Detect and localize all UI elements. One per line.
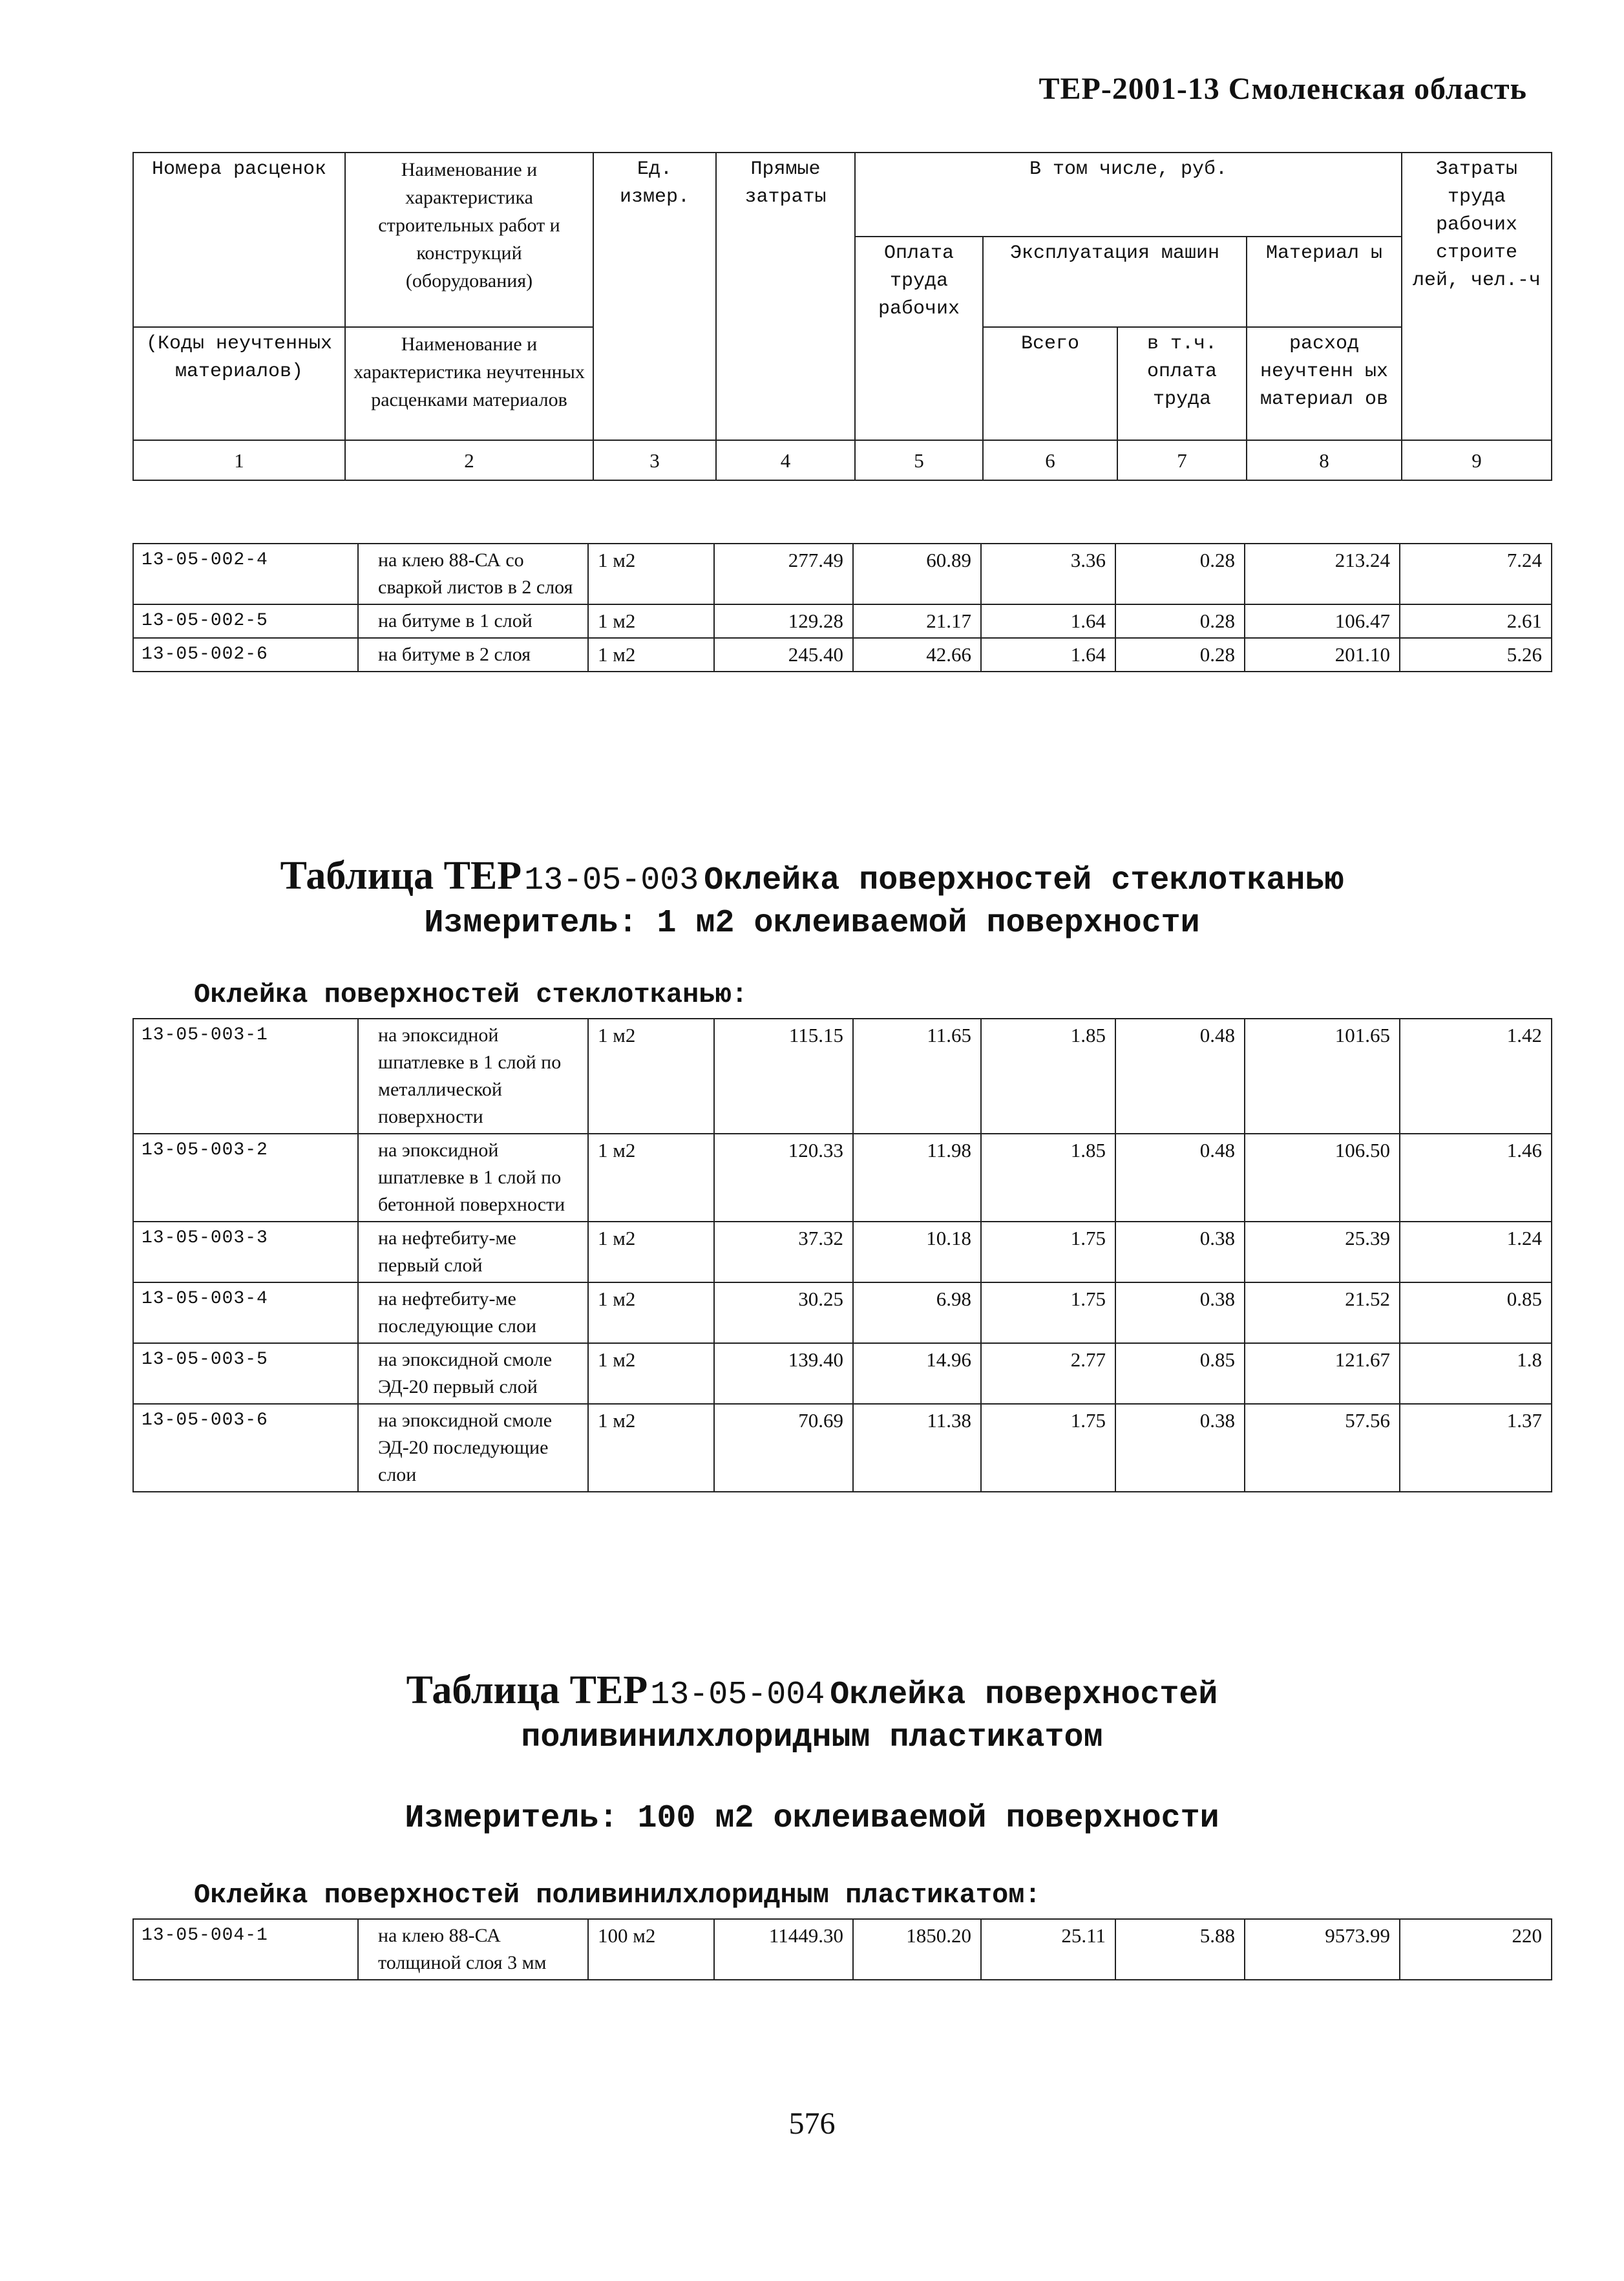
machines-total: 1.64 bbox=[981, 604, 1115, 638]
materials: 213.24 bbox=[1245, 544, 1400, 604]
direct-costs: 129.28 bbox=[714, 604, 853, 638]
table-title-line2-13-05-004: поливинилхлоридным пластикатом bbox=[521, 1719, 1103, 1756]
table-row bbox=[133, 1282, 1552, 1343]
work-name: на эпоксидной шпатлевке в 1 слой по бетонной поверхности bbox=[358, 1134, 588, 1222]
header-name-alt: Наименование и характеристика неучтенных расценками материалов bbox=[345, 327, 593, 440]
unit: 1 м2 bbox=[588, 604, 714, 638]
machines-labor-pay: 0.48 bbox=[1115, 1134, 1245, 1222]
column-number: 8 bbox=[1247, 440, 1402, 480]
machines-labor-pay: 0.28 bbox=[1115, 604, 1245, 638]
unit: 100 м2 bbox=[588, 1919, 714, 1980]
machines-labor-pay: 0.38 bbox=[1115, 1404, 1245, 1492]
labor-pay: 1850.20 bbox=[853, 1919, 981, 1980]
labor-hours: 0.85 bbox=[1400, 1282, 1552, 1343]
materials: 106.50 bbox=[1245, 1134, 1400, 1222]
table-title-prefix: Таблица ТЕР bbox=[280, 854, 522, 898]
direct-costs: 245.40 bbox=[714, 638, 853, 672]
table-title-text: Оклейка поверхностей bbox=[830, 1677, 1218, 1713]
labor-hours: 220 bbox=[1400, 1919, 1552, 1980]
measure-unit-13-05-004: Измеритель: 100 м2 оклеиваемой поверхности bbox=[405, 1800, 1219, 1837]
labor-hours: 1.37 bbox=[1400, 1404, 1552, 1492]
machines-labor-pay: 5.88 bbox=[1115, 1919, 1245, 1980]
labor-pay: 10.18 bbox=[853, 1222, 981, 1282]
machines-total: 1.64 bbox=[981, 638, 1115, 672]
machines-labor-pay: 0.38 bbox=[1115, 1282, 1245, 1343]
header-direct-costs: Прямые затраты bbox=[716, 153, 855, 440]
labor-pay: 60.89 bbox=[853, 544, 981, 604]
direct-costs: 11449.30 bbox=[714, 1919, 853, 1980]
direct-costs: 30.25 bbox=[714, 1282, 853, 1343]
materials: 201.10 bbox=[1245, 638, 1400, 672]
unit: 1 м2 bbox=[588, 1019, 714, 1134]
table-row bbox=[133, 1919, 1552, 1980]
work-name: на эпоксидной смоле ЭД-20 первый слой bbox=[358, 1343, 588, 1404]
direct-costs: 115.15 bbox=[714, 1019, 853, 1134]
header-labor: Затраты труда рабочих строите лей, чел.-ч bbox=[1402, 153, 1552, 440]
header-including: В том числе, руб. bbox=[855, 153, 1402, 237]
table-title-code: 13-05-003 bbox=[524, 862, 699, 899]
header-materials: Материал ы bbox=[1247, 237, 1402, 327]
machines-total: 25.11 bbox=[981, 1919, 1115, 1980]
machines-labor-pay: 0.85 bbox=[1115, 1343, 1245, 1404]
work-name: на нефтебиту-ме первый слой bbox=[358, 1222, 588, 1282]
machines-total: 2.77 bbox=[981, 1343, 1115, 1404]
materials: 21.52 bbox=[1245, 1282, 1400, 1343]
materials: 9573.99 bbox=[1245, 1919, 1400, 1980]
unit: 1 м2 bbox=[588, 638, 714, 672]
direct-costs: 70.69 bbox=[714, 1404, 853, 1492]
machines-labor-pay: 0.48 bbox=[1115, 1019, 1245, 1134]
machines-total: 3.36 bbox=[981, 544, 1115, 604]
table-title-prefix: Таблица ТЕР bbox=[406, 1668, 648, 1712]
column-number: 5 bbox=[855, 440, 983, 480]
work-name: на битуме в 2 слоя bbox=[358, 638, 588, 672]
machines-total: 1.75 bbox=[981, 1282, 1115, 1343]
labor-hours: 1.46 bbox=[1400, 1134, 1552, 1222]
machines-labor-pay: 0.28 bbox=[1115, 544, 1245, 604]
machines-total: 1.85 bbox=[981, 1134, 1115, 1222]
rate-code: 13-05-002-5 bbox=[133, 604, 358, 638]
section-label-13-05-003: Оклейка поверхностей стеклотканью: bbox=[194, 979, 748, 1010]
labor-hours: 1.24 bbox=[1400, 1222, 1552, 1282]
table-title-13-05-004 bbox=[0, 1668, 1624, 1713]
table-title-13-05-003 bbox=[0, 853, 1624, 899]
rate-code: 13-05-002-6 bbox=[133, 638, 358, 672]
machines-total: 1.75 bbox=[981, 1222, 1115, 1282]
work-name: на клею 88-СА со сваркой листов в 2 слоя bbox=[358, 544, 588, 604]
table-row bbox=[133, 638, 1552, 672]
header-labor-pay: Оплата труда рабочих bbox=[855, 237, 983, 440]
machines-labor-pay: 0.38 bbox=[1115, 1222, 1245, 1282]
column-header-table bbox=[132, 152, 1552, 481]
labor-hours: 1.42 bbox=[1400, 1019, 1552, 1134]
table-row bbox=[133, 544, 1552, 604]
header-machines-labor: в т.ч. оплата труда bbox=[1117, 327, 1247, 440]
table-row bbox=[133, 604, 1552, 638]
rate-code: 13-05-003-6 bbox=[133, 1404, 358, 1492]
labor-pay: 14.96 bbox=[853, 1343, 981, 1404]
column-number: 4 bbox=[716, 440, 855, 480]
materials: 121.67 bbox=[1245, 1343, 1400, 1404]
table-row bbox=[133, 1343, 1552, 1404]
labor-hours: 2.61 bbox=[1400, 604, 1552, 638]
unit: 1 м2 bbox=[588, 544, 714, 604]
rate-code: 13-05-003-2 bbox=[133, 1134, 358, 1222]
labor-pay: 42.66 bbox=[853, 638, 981, 672]
direct-costs: 120.33 bbox=[714, 1134, 853, 1222]
page-number: 576 bbox=[788, 2106, 836, 2141]
column-number: 9 bbox=[1402, 440, 1552, 480]
unit: 1 м2 bbox=[588, 1404, 714, 1492]
rates-table-13-05-003 bbox=[132, 1018, 1552, 1492]
machines-labor-pay: 0.28 bbox=[1115, 638, 1245, 672]
rate-code: 13-05-003-4 bbox=[133, 1282, 358, 1343]
table-row bbox=[133, 1019, 1552, 1134]
direct-costs: 37.32 bbox=[714, 1222, 853, 1282]
rates-table-13-05-002 bbox=[132, 543, 1552, 672]
column-number: 3 bbox=[593, 440, 716, 480]
materials: 106.47 bbox=[1245, 604, 1400, 638]
labor-pay: 11.38 bbox=[853, 1404, 981, 1492]
labor-hours: 7.24 bbox=[1400, 544, 1552, 604]
section-label-13-05-004: Оклейка поверхностей поливинилхлоридным пластикатом: bbox=[194, 1880, 1041, 1911]
header-machines-total: Всего bbox=[983, 327, 1117, 440]
rate-code: 13-05-002-4 bbox=[133, 544, 358, 604]
direct-costs: 139.40 bbox=[714, 1343, 853, 1404]
work-name: на битуме в 1 слой bbox=[358, 604, 588, 638]
measure-unit-13-05-003: Измеритель: 1 м2 оклеиваемой поверхности bbox=[424, 905, 1200, 942]
document-header: ТЕР-2001-13 Смоленская область bbox=[1039, 72, 1527, 106]
labor-pay: 6.98 bbox=[853, 1282, 981, 1343]
labor-pay: 11.65 bbox=[853, 1019, 981, 1134]
table-title-text: Оклейка поверхностей стеклотканью bbox=[704, 862, 1344, 899]
labor-hours: 1.8 bbox=[1400, 1343, 1552, 1404]
work-name: на клею 88-СА толщиной слоя 3 мм bbox=[358, 1919, 588, 1980]
rate-code: 13-05-004-1 bbox=[133, 1919, 358, 1980]
header-unit: Ед. измер. bbox=[593, 153, 716, 440]
unit: 1 м2 bbox=[588, 1134, 714, 1222]
labor-pay: 21.17 bbox=[853, 604, 981, 638]
materials: 25.39 bbox=[1245, 1222, 1400, 1282]
column-number: 1 bbox=[133, 440, 345, 480]
unit: 1 м2 bbox=[588, 1282, 714, 1343]
header-machines: Эксплуатация машин bbox=[983, 237, 1247, 327]
header-codes: Номера расценок bbox=[133, 153, 345, 327]
labor-hours: 5.26 bbox=[1400, 638, 1552, 672]
rate-code: 13-05-003-3 bbox=[133, 1222, 358, 1282]
table-row bbox=[133, 1134, 1552, 1222]
unit: 1 м2 bbox=[588, 1222, 714, 1282]
column-number: 7 bbox=[1117, 440, 1247, 480]
table-title-code: 13-05-004 bbox=[650, 1677, 825, 1713]
column-number: 6 bbox=[983, 440, 1117, 480]
labor-pay: 11.98 bbox=[853, 1134, 981, 1222]
work-name: на нефтебиту-ме последующие слои bbox=[358, 1282, 588, 1343]
rates-table-13-05-004 bbox=[132, 1918, 1552, 1980]
work-name: на эпоксидной шпатлевке в 1 слой по металлической поверхности bbox=[358, 1019, 588, 1134]
table-row bbox=[133, 1404, 1552, 1492]
header-codes-alt: (Коды неучтенных материалов) bbox=[133, 327, 345, 440]
work-name: на эпоксидной смоле ЭД-20 последующие слои bbox=[358, 1404, 588, 1492]
column-number: 2 bbox=[345, 440, 593, 480]
materials: 57.56 bbox=[1245, 1404, 1400, 1492]
direct-costs: 277.49 bbox=[714, 544, 853, 604]
header-materials-alt: расход неучтенн ых материал ов bbox=[1247, 327, 1402, 440]
unit: 1 м2 bbox=[588, 1343, 714, 1404]
materials: 101.65 bbox=[1245, 1019, 1400, 1134]
machines-total: 1.85 bbox=[981, 1019, 1115, 1134]
machines-total: 1.75 bbox=[981, 1404, 1115, 1492]
table-row bbox=[133, 1222, 1552, 1282]
rate-code: 13-05-003-1 bbox=[133, 1019, 358, 1134]
header-name: Наименование и характеристика строительных работ и конструкций (оборудования) bbox=[345, 153, 593, 327]
rate-code: 13-05-003-5 bbox=[133, 1343, 358, 1404]
